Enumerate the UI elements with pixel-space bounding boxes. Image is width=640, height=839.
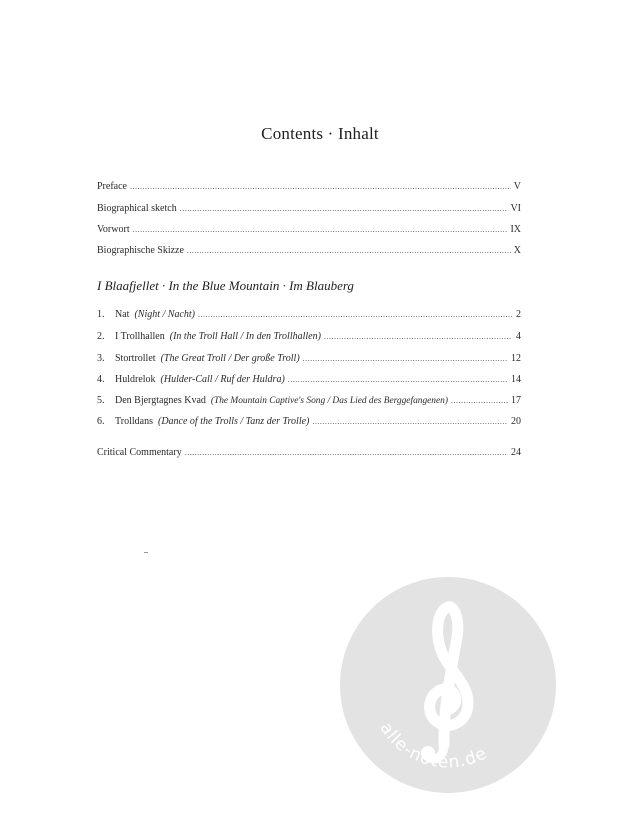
toc-entry-piece-6[interactable]: [97, 416, 521, 428]
toc-entry-piece-5[interactable]: [97, 395, 521, 407]
toc-entry-preface[interactable]: [97, 181, 521, 193]
toc-entry-piece-4[interactable]: [97, 374, 521, 386]
dot-leader: [187, 245, 511, 257]
toc-entry-piece-1[interactable]: [97, 309, 521, 321]
piece-title: Stortrollet: [115, 353, 156, 364]
piece-translation: (Dance of the Trolls / Tanz der Trolle): [157, 416, 310, 427]
piece-translation: (The Mountain Captive's Song / Das Lied des Berggefangenen): [210, 396, 448, 406]
piece-title: Nat: [115, 309, 130, 320]
piece-number: 2.: [97, 331, 105, 342]
dot-leader: [312, 416, 508, 428]
toc-page-number: 4: [516, 331, 521, 342]
dot-leader: [185, 447, 508, 459]
toc-entry-label: Biographical sketch: [97, 203, 177, 214]
toc-page-number: X: [513, 245, 521, 256]
dot-leader: [324, 331, 512, 343]
piece-number: 1.: [97, 309, 105, 320]
toc-page-number: 24: [511, 447, 521, 458]
toc-page-number: 17: [511, 395, 521, 406]
dot-leader: [130, 181, 511, 193]
toc-page-number: 12: [511, 353, 521, 364]
section-heading: I Blaafjellet · In the Blue Mountain · Im Blauberg: [97, 278, 354, 293]
piece-title: Huldrelok: [115, 374, 156, 385]
piece-number: 3.: [97, 353, 105, 364]
piece-number: 4.: [97, 374, 105, 385]
piece-title: Den Bjergtagnes Kvad: [115, 395, 206, 406]
piece-translation: (In the Troll Hall / In den Trollhallen): [169, 331, 321, 342]
toc-page-number: V: [513, 181, 521, 192]
toc-entry-label: Critical Commentary: [97, 447, 182, 458]
toc-page-number: IX: [510, 224, 521, 235]
piece-number: 6.: [97, 416, 105, 427]
toc-entry-label: Vorwort: [97, 224, 130, 235]
toc-entry-biographical-sketch[interactable]: [97, 203, 521, 215]
toc-entry-label: Preface: [97, 181, 127, 192]
piece-translation: (Night / Nacht): [134, 309, 196, 320]
piece-title: I Trollhallen: [115, 331, 165, 342]
toc-entry-vorwort[interactable]: [97, 224, 521, 236]
toc-entry-critical-commentary[interactable]: [97, 447, 521, 459]
piece-title: Trolldans: [115, 416, 153, 427]
toc-entry-label: Biographische Skizze: [97, 245, 184, 256]
toc-page-number: 20: [511, 416, 521, 427]
dot-leader: [180, 203, 508, 215]
toc-entry-piece-3[interactable]: [97, 353, 521, 365]
toc-entry-piece-2[interactable]: [97, 331, 521, 343]
piece-number: 5.: [97, 395, 105, 406]
watermark: [340, 577, 556, 793]
stray-mark: [144, 552, 148, 553]
toc-page-number: 2: [516, 309, 521, 320]
dot-leader: [303, 353, 508, 365]
dot-leader: [133, 224, 508, 236]
dot-leader: [451, 395, 508, 407]
piece-translation: (Hulder-Call / Ruf der Huldra): [160, 374, 285, 385]
toc-page-number: VI: [510, 203, 521, 214]
piece-translation: (The Great Troll / Der große Troll): [160, 353, 300, 364]
dot-leader: [198, 309, 512, 321]
toc-entry-biographische-skizze[interactable]: [97, 245, 521, 257]
toc-page-number: 14: [511, 374, 521, 385]
watermark-text-path: alle-noten.de: [375, 718, 491, 773]
page-title: Contents · Inhalt: [261, 124, 379, 143]
dot-leader: [288, 374, 508, 386]
